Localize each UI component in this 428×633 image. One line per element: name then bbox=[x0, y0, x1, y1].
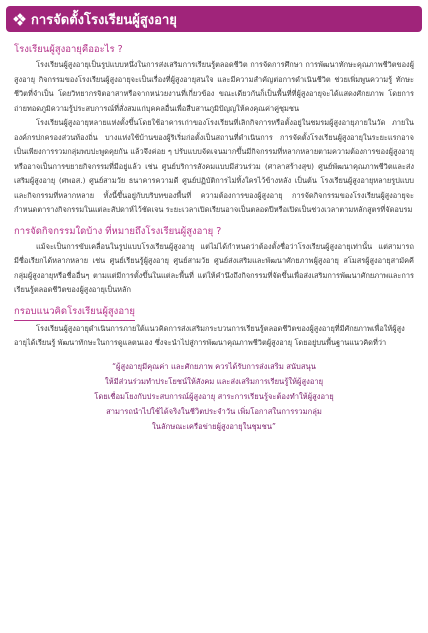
section-title: การจัดกิจกรรมใดบ้าง ที่หมายถึงโรงเรียนผู้สูงอายุ ? bbox=[14, 225, 222, 237]
quote-line: ในลักษณะเครือข่ายผู้สูงอายุในชุมชน” bbox=[152, 421, 276, 431]
quote-line: สามารถนำไปใช้ได้จริงในชีวิตประจำวัน เพิ่มโอกาสในการรวมกลุ่ม bbox=[106, 406, 322, 416]
content-body bbox=[0, 32, 428, 434]
quote-line: “ผู้สูงอายุมีคุณค่า และศักยภาพ ควรได้รับการส่งเสริม สนับสนุน bbox=[112, 361, 316, 371]
paragraph: โรงเรียนผู้สูงอายุหลายแห่งตั้งขึ้นโดยใช้อาคารเก่าของโรงเรียนที่เลิกกิจการหรือตั้งอยู่ในชมรมผู้สูงอายุภายในวัด ภายในองค์กรปกครองส่วนท้องถิ่น บางแห่งใช้บ้านของผู้ริเริ่มก่อตั้งเป็นสถานที่ดำเนินการ การจัดตั้งโรงเรียนผู้สูงอายุในระยะแรกอาจเป็นเพียงการรวมกลุ่มพบปะพูดคุยกัน แล้วจึงค่อย ๆ ปรับแบบจัดเจนมากขึ้นมีกิจกรรมที่หลากหลายตามความต้องการของผู้สูงอายุหรืออาจเป็นการขยายกิจกรรมที่มีอยู่แล้ว เช่น ศูนย์บริการสังคมแบบมีส่วนร่วม (ศาลาสร้างสุข) ศูนย์พัฒนาคุณภาพชีวิตและส่งเสริมผู้สูงอายุ (ศพอส.) ศูนย์สามวัย ธนาคารความดี ศูนย์ปฏิบัติการไม่ทิ้งใครไว้ข้างหลัง เป็นต้น โรงเรียนผู้สูงอายุหลายรูปแบบและกิจกรรมที่หลากหลาย ทั้งนี้ขึ้นอยู่กับบริบทของพื้นที่ ความต้องการของผู้สูงอายุ การจัดกิจกรรมของโรงเรียนผู้สูงอายุจะกำหนดตารางกิจกรรมในแต่ละสัปดาห์ไว้ชัดเจน ระยะเวลาเปิดเรียนอาจเป็นตลอดปีหรือเปิดเป็นช่วงเวลาตามหลักสูตรที่จัดอบรม bbox=[14, 118, 414, 214]
document-page bbox=[0, 6, 428, 633]
section-title: กรอบแนวคิดโรงเรียนผู้สูงอายุ bbox=[14, 304, 135, 321]
paragraph: แม้จะเป็นการขับเคลื่อนในรูปแบบโรงเรียนผู้สูงอายุ แต่ไม่ได้กำหนดว่าต้องตั้งชื่อว่าโรงเรียนผู้สูงอายุเท่านั้น แต่สามารถมีชื่อเรียกได้หลากหลาย เช่น ศูนย์เรียนรู้ผู้สูงอายุ ศูนย์สามวัย ศูนย์ส่งเสริมและพัฒนาศักยภาพผู้สูงอายุ สโมสรผู้สูงอายุสามัคคี กลุ่มผู้สูงอายุหรือชื่ออื่นๆ ตามแต่มีการตั้งขึ้นในแต่ละพื้นที่ แต่ให้คำนึงถึงกิจกรรมที่จัดขึ้นเพื่อส่งเสริมการพัฒนาศักยภาพและการเรียนรู้ตลอดชีวิตของผู้สูงอายุเป็นหลัก bbox=[14, 241, 414, 294]
quote-line: โดยเชื่อมโยงกับประสบการณ์ผู้สูงอายุ สาระการเรียนรู้จะต้องทำให้ผู้สูงอายุ bbox=[94, 391, 334, 401]
section-activities bbox=[14, 224, 414, 298]
section-framework bbox=[14, 298, 414, 351]
section-what-is bbox=[14, 42, 414, 218]
four-diamond-icon bbox=[14, 14, 25, 25]
paragraph: โรงเรียนผู้สูงอายุเป็นรูปแบบหนึ่งในการส่งเสริมการเรียนรู้ตลอดชีวิต การจัดการศึกษา การพัฒนาทักษะคุณภาพชีวิตของผู้สูงอายุ กิจกรรมของโรงเรียนผู้สูงอายุจะเป็นเรื่องที่ผู้สูงอายุสนใจ และมีความสำคัญต่อการดำเนินชีวิต ช่วยเพิ่มพูนความรู้ ทักษะชีวิตที่จำเป็น โดยวิทยากรจิตอาสาหรือจากหน่วยงานที่เกี่ยวข้อง ขณะเดียวกันก็เป็นพื้นที่ที่ผู้สูงอายุจะได้แสดงศักยภาพ โดยการถ่ายทอดภูมิความรู้ประสบการณ์ที่สั่งสมแก่บุคคลอื่นเพื่อสืบสานภูมิปัญญให้คงคุณค่าคู่ชุมชน bbox=[14, 60, 414, 113]
quote-line: ให้มีส่วนร่วมทำประโยชน์ให้สังคม และส่งเสริมการเรียนรู้ให้ผู้สูงอายุ bbox=[104, 376, 324, 386]
section-title: โรงเรียนผู้สูงอายุคืออะไร ? bbox=[14, 44, 123, 55]
paragraph: โรงเรียนผู้สูงอายุดำเนินการภายใต้แนวคิดการส่งเสริมกระบวนการเรียนรู้ตลอดชีวิตของผู้สูงอายุที่มีศักยภาพเพื่อให้ผู้สูงอายุได้เรียนรู้ พัฒนาทักษะในการดูแลตนเอง ซึ่งจะนำไปสู่การพัฒนาคุณภาพชีวิตผู้สูงอายุ โดยอยู่บนพื้นฐานแนวคิดที่ว่า bbox=[14, 323, 405, 347]
page-title: การจัดตั้งโรงเรียนผู้สูงอายุ bbox=[31, 12, 177, 28]
framework-quote bbox=[14, 359, 414, 434]
header-banner bbox=[6, 6, 422, 32]
